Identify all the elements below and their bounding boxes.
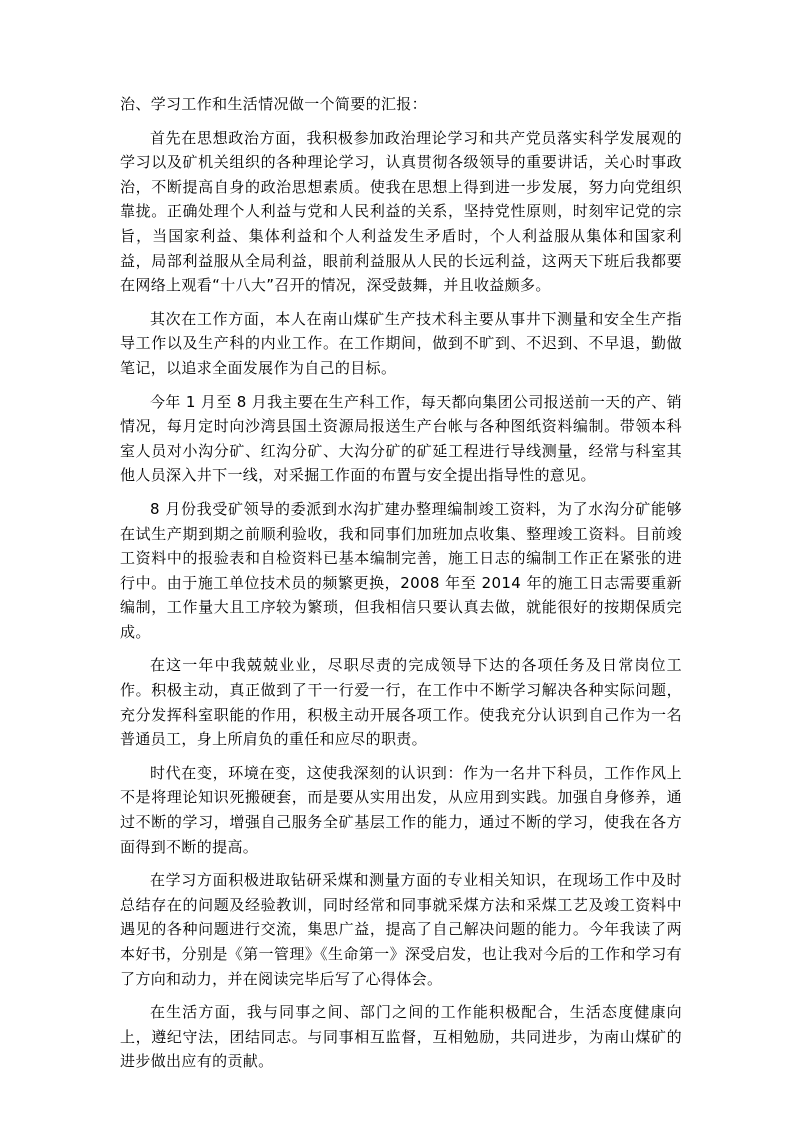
paragraph-august-assignment: 8 月份我受矿领导的委派到水沟扩建办整理编制竣工资料，为了水沟分矿能够在试生产期到期之前顺利验收，我和同事们加班加点收集、整理竣工资料。目前竣工资料中的报验表和自检资料已基本编制完善，施工日志的编制工作正在紧张的进行中。由于施工单位技术员的频繁更换，2008 年至 2014 年的施工日志需要重新编制，工作量大且工序较为繁琐，但我相信只要认真去做，就能很好的按期保质完成。 [120, 499, 682, 641]
paragraph-changing-times: 时代在变，环境在变，这使我深刻的认识到：作为一名井下科员，工作作风上不是将理论知识死搬硬套，而是要从实用出发，从应用到实践。加强自身修养，通过不断的学习，增强自己服务全矿基层工作的能力，通过不断的学习，使我在各方面得到不断的提高。 [120, 763, 682, 856]
paragraph-study: 在学习方面积极进取钻研采煤和测量方面的专业相关知识，在现场工作中及时总结存在的问题及经验教训，同时经常和同事就采煤方法和采煤工艺及竣工资料中遇见的各种问题进行交流，集思广益，提高了自己解决问题的能力。今年我读了两本好书，分别是《第一管理》《生命第一》深受启发，也让我对今后的工作和学习有了方向和动力，并在阅读完毕后写了心得体会。 [120, 871, 682, 988]
document-body [120, 92, 682, 1074]
paragraph-intro-continuation: 治、学习工作和生活情况做一个简要的汇报： [120, 95, 428, 113]
paragraph-year-diligence: 在这一年中我兢兢业业，尽职尽责的完成领导下达的各项任务及日常岗位工作。积极主动，真正做到了干一行爱一行，在工作中不断学习解决各种实际问题，充分发挥科室职能的作用，积极主动开展各项工作。使我充分认识到自己作为一名普通员工，身上所肩负的重任和应尽的职责。 [120, 656, 682, 749]
paragraph-jan-aug-work: 今年 1 月至 8 月我主要在生产科工作，每天都向集团公司报送前一天的产、销情况，每月定时向沙湾县国土资源局报送生产台帐与各种图纸资料编制。带领本科室人员对小沟分矿、红沟分矿、大沟分矿的矿延工程进行导线测量，经常与科室其他人员深入井下一线，对采掘工作面的布置与安全提出指导性的意见。 [120, 392, 682, 485]
paragraph-life: 在生活方面，我与同事之间、部门之间的工作能积极配合，生活态度健康向上，遵纪守法，团结同志。与同事相互监督，互相勉励，共同进步，为南山煤矿的进步做出应有的贡献。 [120, 1003, 682, 1071]
paragraph-work-overview: 其次在工作方面，本人在南山煤矿生产技术科主要从事井下测量和安全生产指导工作以及生产科的内业工作。在工作期间，做到不旷到、不迟到、不早退，勤做笔记，以追求全面发展作为自己的目标。 [120, 309, 682, 377]
paragraph-political-ideology: 首先在思想政治方面，我积极参加政治理论学习和共产党员落实科学发展观的学习以及矿机关组织的各种理论学习，认真贯彻各级领导的重要讲话，关心时事政治，不断提高自身的政治思想素质。使我在思想上得到进一步发展，努力向党组织靠拢。正确处理个人利益与党和人民利益的关系，坚持党性原则，时刻牢记党的宗旨，当国家利益、集体利益和个人利益发生矛盾时，个人利益服从集体和国家利益，局部利益服从全局利益，眼前利益服从人民的长远利益，这两天下班后我都要在网络上观看“十八大”召开的情况，深受鼓舞，并且收益颇多。 [120, 128, 682, 295]
